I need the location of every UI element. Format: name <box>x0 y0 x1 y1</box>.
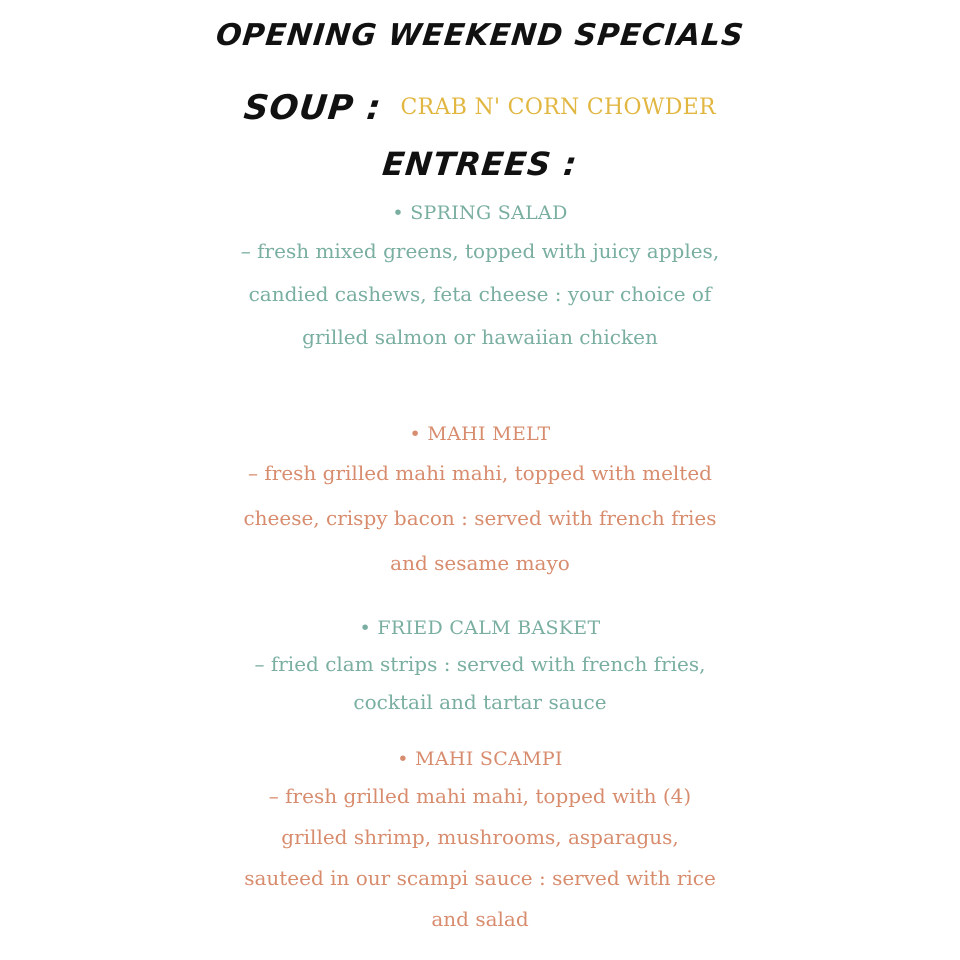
page-title: OPENING WEEKEND SPECIALS <box>214 18 746 53</box>
menu-item-fried-calm-basket <box>240 615 720 721</box>
soup-label: SOUP : <box>241 88 384 128</box>
menu-item-spring-salad <box>240 200 720 359</box>
menu-item-description: – fried clam strips : served with french fries, cocktail and tartar sauce <box>254 652 706 714</box>
soup-name: CRAB N' CORN CHOWDER <box>400 95 716 120</box>
entrees-heading: ENTREES : <box>380 145 580 183</box>
menu-item-name: • FRIED CALM BASKET <box>359 617 601 639</box>
menu-item-mahi-scampi <box>240 746 720 940</box>
menu-item-name: • MAHI SCAMPI <box>397 748 563 770</box>
menu-item-name: • MAHI MELT <box>409 423 551 445</box>
menu-item-description: – fresh grilled mahi mahi, topped with (4) grilled shrimp, mushrooms, asparagus, sauteed in our scampi sauce : served with rice and salad <box>244 784 716 931</box>
menu-item-mahi-melt <box>240 421 720 586</box>
soup-section <box>0 86 960 130</box>
menu-item-name: • SPRING SALAD <box>392 202 568 224</box>
menu-item-description: – fresh mixed greens, topped with juicy apples, candied cashews, feta cheese : your choice of grilled salmon or hawaiian chicken <box>240 239 720 349</box>
menu-item-description: – fresh grilled mahi mahi, topped with melted cheese, crispy bacon : served with french fries and sesame mayo <box>243 461 717 575</box>
